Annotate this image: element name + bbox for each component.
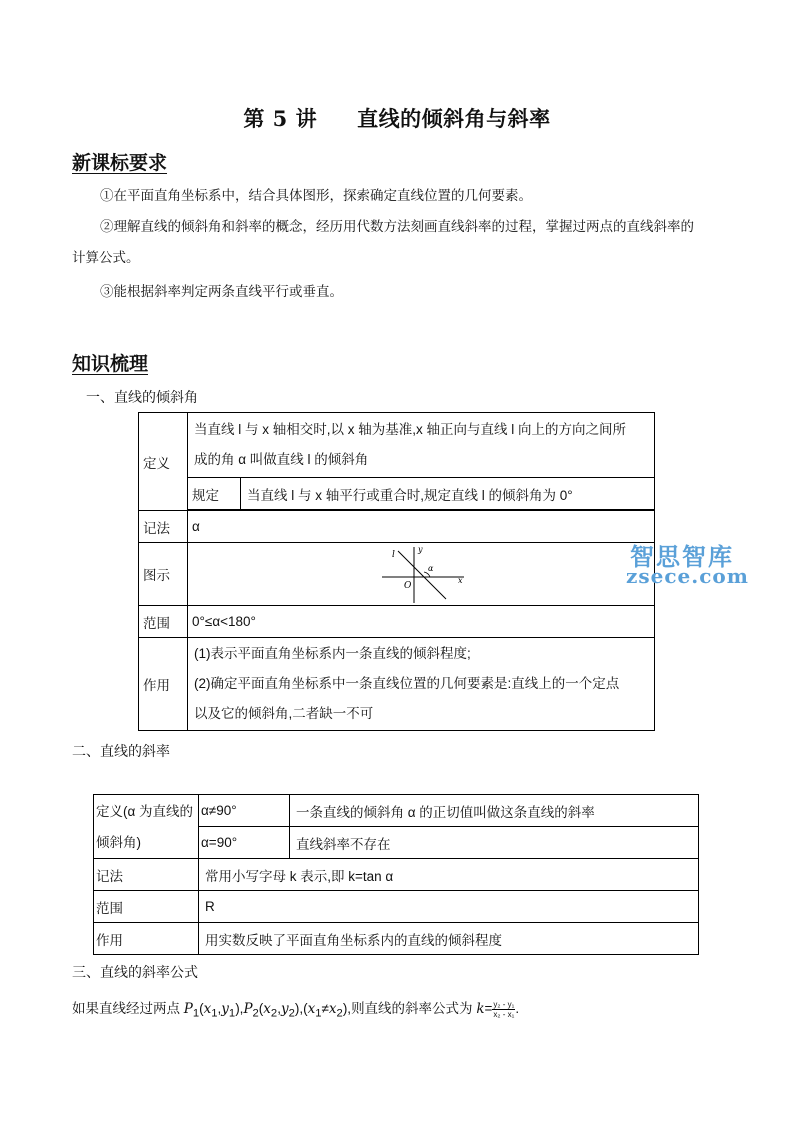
watermark-en: zsece.com [626,564,749,588]
notation-label-cell [139,511,188,543]
lecture-number: 第 5 讲 [243,106,318,131]
standard-item-2-cont: 计算公式。 [72,250,140,266]
subheading-formula: 三、直线的斜率公式 [72,964,198,980]
rule-label-cell [188,478,241,510]
use-line-2: (2)确定平面直角坐标系中一条直线位置的几何要素是:直线上的一个定点 [194,676,620,691]
inclination-diagram [378,543,478,605]
slope-formula-line: 如果直线经过两点 $P_1(x_1,y_1),P_2(x_2,y_2),(x_1\ne x_2)$,则直线的斜率公式为 k= $\frac{\text{y₂ - y₁}}{\text{x₂ - x₁}}$ . [72,999,520,1020]
slope-range-value: R [205,899,215,914]
y-label: y [418,545,423,554]
def-text-cell [188,413,655,478]
def-label-cell [139,413,188,511]
slope-use-value: 用实数反映了平面直角坐标系内的直线的倾斜程度 [205,932,502,948]
rule-text-cell [241,478,655,510]
x-label: x [458,576,463,585]
origin-label: O [404,581,412,591]
notation-value-cell [188,511,655,543]
figure-label: 图示 [143,568,170,583]
standard-item-1: ①在平面直角坐标系中，结合具体图形，探索确定直线位置的几何要素。 [100,188,532,204]
use-label-cell [139,638,188,731]
section-heading-standards: 新课标要求 [72,152,168,174]
use-label: 作用 [143,678,170,693]
notation-value: α [192,519,200,534]
standard-item-3: ③能根据斜率判定两条直线平行或垂直。 [100,284,343,300]
slope-notation-label: 记法 [96,868,123,884]
slope-fraction [492,1000,515,1019]
slope-notation-value-cell [199,859,699,891]
slope-def-label-1: 定义(α 为直线的 [96,803,194,819]
figure-cell [188,543,655,606]
figure-label-cell [139,543,188,606]
cond2-cell [199,827,290,859]
range-label: 范围 [143,615,170,631]
formula-text-before: 如果直线经过两点 [72,1001,180,1016]
use-text-cell [188,638,655,731]
fraction-numerator: y₂ - y₁ [493,999,515,1009]
slope-range-label: 范围 [96,900,123,916]
cond2: α=90° [201,835,238,850]
slope-range-label-cell [94,891,199,923]
slope-use-label-cell [94,923,199,955]
inclination-table [138,412,655,731]
range-value: 0°≤α<180° [192,614,256,629]
slope-def-label-cell [94,795,199,859]
cond1-text: 一条直线的倾斜角 α 的正切值叫做这条直线的斜率 [296,804,595,820]
standard-item-2: ②理解直线的倾斜角和斜率的概念，经历用代数方法刻画直线斜率的过程，掌握过两点的直线斜率的 [100,219,694,235]
alpha-label: α [428,564,434,573]
lecture-topic: 直线的倾斜角与斜率 [357,106,551,131]
slope-range-value-cell [199,891,699,923]
subheading-slope: 二、直线的斜率 [72,743,170,759]
cond1-text-cell [290,795,699,827]
line-label: l [392,550,395,560]
slope-table [93,794,699,955]
def-label: 定义 [143,455,170,471]
notation-label: 记法 [143,520,170,536]
range-value-cell [188,606,655,638]
cond1-cell [199,795,290,827]
cond2-text-cell [290,827,699,859]
slope-use-label: 作用 [96,932,123,948]
cond1: α≠90° [201,803,237,818]
range-label-cell [139,606,188,638]
inclined-line [398,551,446,599]
section-heading-knowledge: 知识梳理 [72,353,149,375]
rule-text: 当直线 l 与 x 轴平行或重合时,规定直线 l 的倾斜角为 0° [247,487,573,503]
def-line-2: 成的角 α 叫做直线 l 的倾斜角 [194,452,369,467]
def-line-1: 当直线 l 与 x 轴相交时,以 x 轴为基准,x 轴正向与直线 l 向上的方向之间所 [194,422,627,437]
page-title [0,103,794,133]
use-line-3: 以及它的倾斜角,二者缺一不可 [194,706,374,721]
formula-text-after: 则直线的斜率公式为 [351,1001,473,1016]
subheading-inclination: 一、直线的倾斜角 [86,389,198,405]
slope-use-value-cell [199,923,699,955]
use-line-1: (1)表示平面直角坐标系内一条直线的倾斜程度; [194,646,471,661]
cond2-text: 直线斜率不存在 [296,836,391,852]
slope-notation-value: 常用小写字母 k 表示,即 k=tan α [205,868,394,884]
slope-notation-label-cell [94,859,199,891]
watermark-cn: 智思智库 [630,542,734,571]
rule-label: 规定 [192,487,219,503]
fraction-denominator: x₂ - x₁ [493,1009,515,1019]
slope-def-label-2: 倾斜角) [96,834,141,850]
